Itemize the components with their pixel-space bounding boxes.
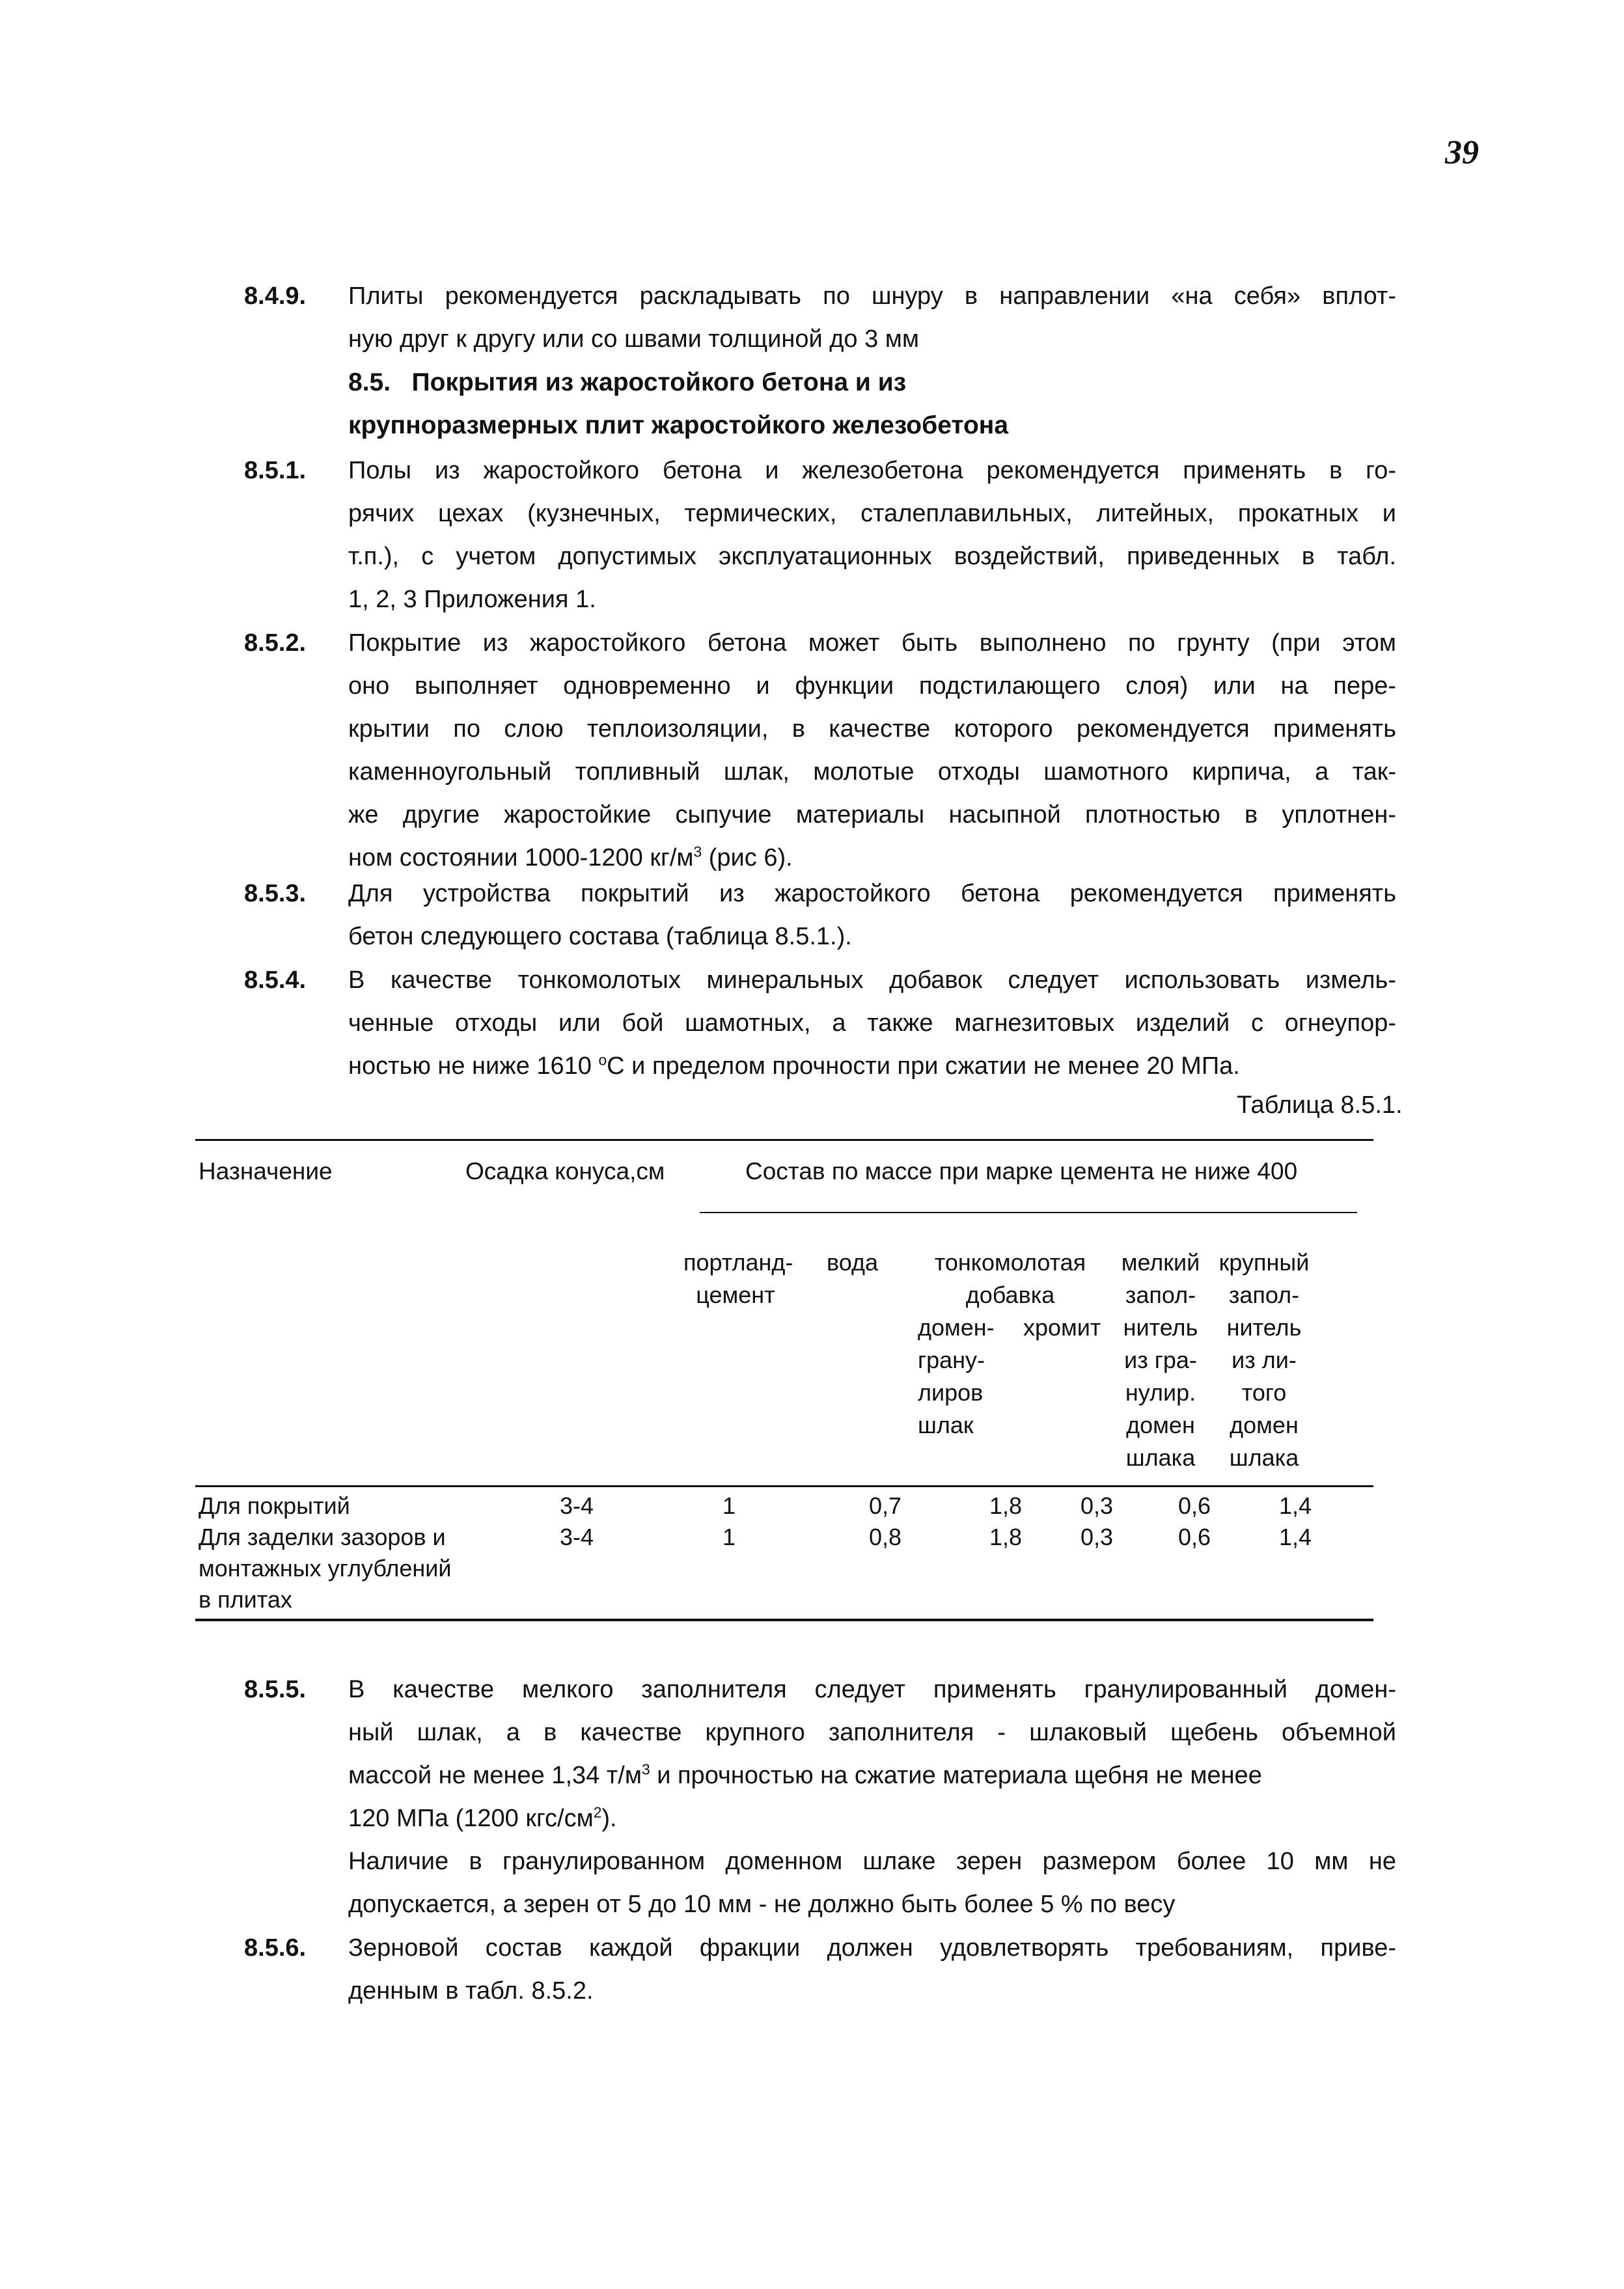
subheader-coarse-aggregate bbox=[1212, 1246, 1316, 1474]
subheader-line: добавка bbox=[965, 1282, 1055, 1308]
subheader-blast-furnace-slag bbox=[918, 1311, 995, 1442]
composition-underline bbox=[700, 1212, 1357, 1213]
subheader-line: хромит bbox=[1023, 1314, 1101, 1341]
table-caption: Таблица 8.5.1. bbox=[1237, 1091, 1403, 1119]
subheader-line: мелкий bbox=[1121, 1249, 1200, 1276]
table-bottom-rule bbox=[195, 1619, 1373, 1621]
text-line: т.п.), с учетом допустимых эксплуатационных воздействий, приведенных в табл. bbox=[348, 543, 1396, 570]
clause-number: 8.5.6. bbox=[244, 1934, 307, 1962]
section-heading-8-5 bbox=[348, 361, 1008, 447]
text-line: В качестве тонкомолотых минеральных добавок следует использовать измель- bbox=[348, 966, 1396, 994]
text-line: оно выполняет одновременно и функции подстилающего слоя) или на пере- bbox=[348, 672, 1396, 700]
heading-line: 8.5. Покрытия из жаростойкого бетона и из bbox=[348, 368, 907, 396]
text-line: 1, 2, 3 Приложения 1. bbox=[348, 586, 596, 613]
subheader-line: шлака bbox=[1125, 1444, 1196, 1471]
subheader-line: домен bbox=[1126, 1412, 1195, 1438]
subheader-line: того bbox=[1241, 1379, 1287, 1406]
superscript: 3 bbox=[641, 1761, 650, 1778]
header-bottom-rule bbox=[195, 1485, 1373, 1487]
text-fragment: массой не менее 1,34 т/м bbox=[348, 1762, 642, 1789]
text-line: Зерновой состав каждой фракции должен удовлетворять требованиям, приве- bbox=[348, 1934, 1396, 1962]
cell-cement: 1 bbox=[723, 1492, 736, 1519]
table-top-rule bbox=[195, 1139, 1373, 1141]
subheader-fine-aggregate bbox=[1112, 1246, 1209, 1474]
cell-chromite: 0,3 bbox=[1080, 1524, 1114, 1550]
row-label-line: в плитах bbox=[199, 1586, 292, 1613]
subheader-portland-cement bbox=[683, 1246, 793, 1311]
subheader-line: домен- bbox=[918, 1314, 995, 1341]
superscript: о bbox=[598, 1051, 607, 1069]
subheader-line: цемент bbox=[696, 1282, 775, 1308]
clause-number: 8.5.5. bbox=[244, 1676, 307, 1703]
text-line: бетон следующего состава (таблица 8.5.1.). bbox=[348, 923, 852, 950]
subheader-line: тонкомолотая bbox=[934, 1249, 1086, 1276]
text-fragment: С и пределом прочности при сжатии не менее 20 МПа. bbox=[607, 1052, 1240, 1080]
subheader-line: нитель bbox=[1123, 1314, 1198, 1341]
page-number: 39 bbox=[1445, 134, 1479, 171]
superscript: 3 bbox=[693, 843, 702, 860]
subheader-fine-additive bbox=[916, 1246, 1105, 1311]
subheader-line: из ли- bbox=[1232, 1347, 1297, 1373]
heading-line: крупноразмерных плит жаростойкого железобетона bbox=[348, 411, 1009, 439]
text-line bbox=[348, 1754, 1396, 1797]
cell-fine-aggregate: 0,6 bbox=[1178, 1492, 1211, 1519]
subheader-water bbox=[827, 1246, 878, 1279]
text-line bbox=[348, 1797, 1396, 1840]
row-label-line: Для покрытий bbox=[199, 1492, 350, 1519]
text-line: крытии по слою теплоизоляции, в качестве которого рекомендуется применять bbox=[348, 715, 1396, 743]
header-composition: Состав по массе при марке цемента не ниже 400 bbox=[745, 1158, 1298, 1185]
subheader-line: крупный bbox=[1218, 1249, 1310, 1276]
subheader-line: шлака bbox=[1229, 1444, 1299, 1471]
clause-number: 8.4.9. bbox=[244, 282, 307, 310]
cell-water: 0,7 bbox=[869, 1492, 902, 1519]
text-fragment: 120 МПа (1200 кгс/см bbox=[348, 1805, 594, 1832]
text-line: ную друг к другу или со швами толщиной до 3 мм bbox=[348, 325, 920, 353]
cell-coarse-aggregate: 1,4 bbox=[1279, 1524, 1312, 1550]
text-fragment: и прочностью на сжатие материала щебня не менее bbox=[650, 1762, 1262, 1789]
subheader-line: грану- bbox=[918, 1347, 985, 1373]
text-fragment: ностью не ниже 1610 bbox=[348, 1052, 599, 1080]
cell-slump: 3-4 bbox=[560, 1524, 594, 1550]
cell-slag: 1,8 bbox=[989, 1524, 1023, 1550]
subheader-line: из гра- bbox=[1124, 1347, 1197, 1373]
text-line: Покрытие из жаростойкого бетона может быть выполнено по грунту (при этом bbox=[348, 629, 1396, 657]
text-fragment: ном состоянии 1000-1200 кг/м bbox=[348, 844, 694, 871]
subheader-line: нулир. bbox=[1125, 1379, 1196, 1406]
superscript: 2 bbox=[593, 1803, 602, 1821]
cell-slag: 1,8 bbox=[989, 1492, 1023, 1519]
clause-number: 8.5.1. bbox=[244, 457, 307, 484]
cell-chromite: 0,3 bbox=[1080, 1492, 1114, 1519]
subheader-line: вода bbox=[827, 1249, 878, 1276]
text-line: же другие жаростойкие сыпучие материалы насыпной плотностью в уплотнен- bbox=[348, 801, 1396, 829]
text-line: Наличие в гранулированном доменном шлаке зерен размером более 10 мм не bbox=[348, 1848, 1396, 1875]
text-line: Плиты рекомендуется раскладывать по шнуру в направлении «на себя» вплот- bbox=[348, 282, 1396, 310]
text-line bbox=[348, 1045, 1396, 1088]
cell-cement: 1 bbox=[723, 1524, 736, 1550]
subheader-line: лиров bbox=[918, 1379, 984, 1406]
text-line: каменноугольный топливный шлак, молотые отходы шамотного кирпича, а так- bbox=[348, 758, 1396, 786]
row-label bbox=[199, 1522, 451, 1615]
text-line: ченные отходы или бой шамотных, а также магнезитовых изделий с огнеупор- bbox=[348, 1009, 1396, 1037]
subheader-line: портланд- bbox=[683, 1249, 793, 1276]
text-fragment: ). bbox=[601, 1805, 617, 1832]
text-line: ный шлак, а в качестве крупного заполнителя - шлаковый щебень объемной bbox=[348, 1719, 1396, 1746]
subheader-line: домен bbox=[1230, 1412, 1299, 1438]
text-fragment: (рис 6). bbox=[702, 844, 793, 871]
subheader-line: запол- bbox=[1228, 1282, 1300, 1308]
row-label bbox=[199, 1490, 350, 1522]
clause-number: 8.5.4. bbox=[244, 966, 307, 994]
subheader-line: шлак bbox=[918, 1412, 974, 1438]
cell-slump: 3-4 bbox=[560, 1492, 594, 1519]
subheader-line: нитель bbox=[1226, 1314, 1302, 1341]
clause-number: 8.5.2. bbox=[244, 629, 307, 657]
text-line: допускается, а зерен от 5 до 10 мм - не должно быть более 5 % по весу bbox=[348, 1891, 1176, 1918]
text-line: рячих цехах (кузнечных, термических, сталеплавильных, литейных, прокатных и bbox=[348, 500, 1396, 527]
cell-fine-aggregate: 0,6 bbox=[1178, 1524, 1211, 1550]
text-line: В качестве мелкого заполнителя следует применять гранулированный домен- bbox=[348, 1676, 1396, 1703]
subheader-line: запол- bbox=[1125, 1282, 1196, 1308]
header-purpose: Назначение bbox=[199, 1158, 333, 1185]
text-line: денным в табл. 8.5.2. bbox=[348, 1977, 594, 2005]
text-line: Для устройства покрытий из жаростойкого бетона рекомендуется применять bbox=[348, 880, 1396, 907]
text-line: Полы из жаростойкого бетона и железобетона рекомендуется применять в го- bbox=[348, 457, 1396, 484]
row-label-line: Для заделки зазоров и bbox=[199, 1524, 446, 1550]
header-slump: Осадка конуса,см bbox=[465, 1158, 665, 1185]
clause-number: 8.5.3. bbox=[244, 880, 307, 907]
cell-coarse-aggregate: 1,4 bbox=[1279, 1492, 1312, 1519]
row-label-line: монтажных углублений bbox=[199, 1555, 452, 1582]
subheader-chromite bbox=[1023, 1311, 1101, 1344]
cell-water: 0,8 bbox=[869, 1524, 902, 1550]
